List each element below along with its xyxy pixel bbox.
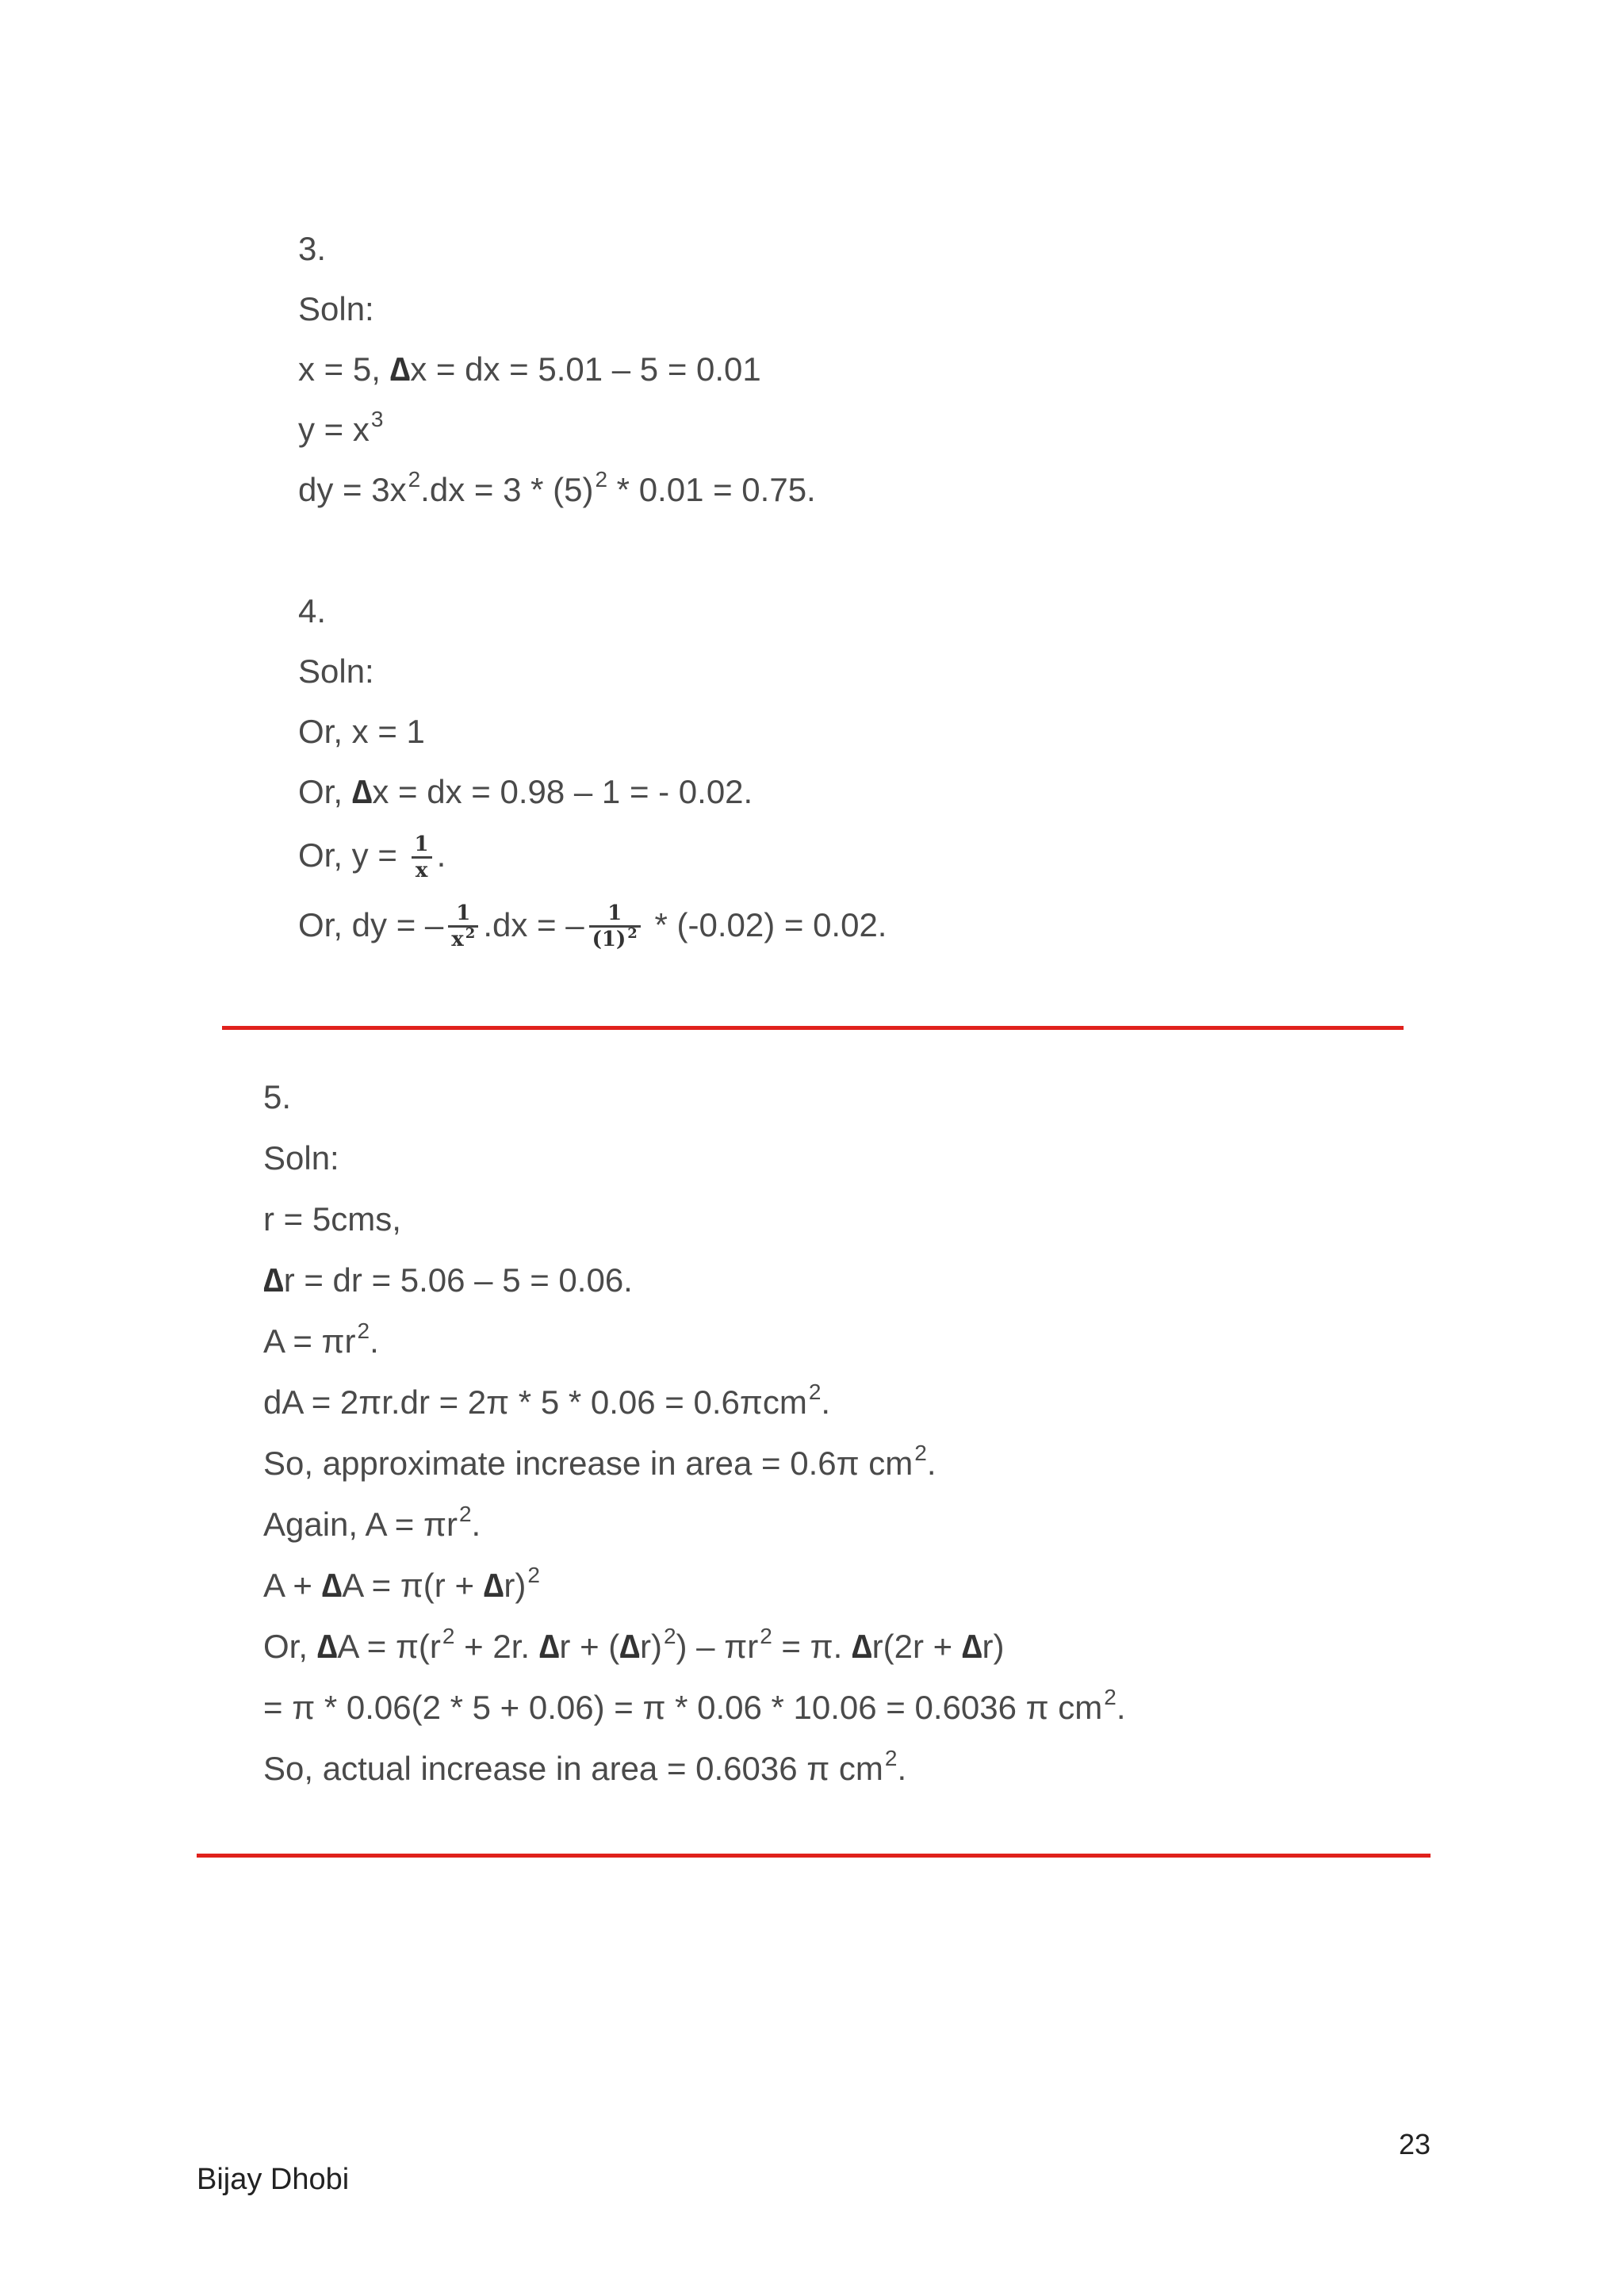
question-number: 4.	[298, 592, 327, 629]
equation-line: Or, dy = – $\frac{1}{x ^2}$ .dx = – $\frac{1}{(1) ^2}$ * (-0.02) = 0.02.	[298, 895, 887, 955]
soln-label: Soln:	[298, 290, 374, 327]
equation-line: x = 5, ∆x = dx = 5.01 – 5 = 0.01	[298, 350, 761, 388]
equation-line: dy = $3x^2.dx = 3 * (5)^2 * 0.01 = 0.75$.	[298, 467, 816, 508]
delta-icon: ∆	[961, 1628, 982, 1665]
delta-icon: ∆	[389, 350, 411, 388]
equation-line: $A = \pi r^2$.	[263, 1318, 379, 1360]
delta-icon: ∆	[263, 1261, 284, 1299]
delta-icon: ∆	[483, 1567, 504, 1604]
section-divider	[197, 1854, 1431, 1858]
soln-label: Soln:	[263, 1139, 339, 1177]
equation-line: r = 5cms,	[263, 1200, 401, 1238]
equation-line: = π * 0.06(2 * 5 + 0.06) = π * 0.06 * 10.06 = 0.6036 π $cm^2$.	[263, 1685, 1126, 1726]
fraction: $\frac{1}{(1) ^2}$	[589, 901, 641, 954]
equation-line: Again, $A = \pi r^2$.	[263, 1502, 481, 1543]
equation-line: So, approximate increase in area = 0.6π $cm^2$.	[263, 1441, 936, 1482]
equation-line: Or, x = 1	[298, 713, 425, 750]
fraction: $\frac{1}{x ^2}$	[448, 901, 478, 954]
equation-line: ∆r = dr = 5.06 – 5 = 0.06.	[263, 1261, 633, 1299]
equation-line: Or, ∆x = dx = 0.98 – 1 = - 0.02.	[298, 773, 753, 810]
section-divider	[222, 1026, 1404, 1030]
equation-line: Or, $\Delta A = \pi(r^2 + 2r$. $\Delta r + (\Delta r)^2) - \pi r^2 = \pi$. ∆r(2r + ∆r)	[263, 1624, 1005, 1665]
delta-icon: ∆	[538, 1628, 560, 1665]
equation-line: Or, y = $\frac{1}{x}$ .	[298, 832, 446, 883]
delta-icon: ∆	[619, 1628, 640, 1665]
question-number: 3.	[298, 230, 327, 267]
question-number: 5.	[263, 1078, 292, 1115]
delta-icon: ∆	[351, 773, 373, 810]
equation-line: $A + \Delta A = \pi(r + \Delta r)^2$	[263, 1563, 540, 1604]
page-number: 23	[1398, 2128, 1431, 2160]
equation-line: $y = x^3$	[298, 407, 384, 448]
equation-line: dA = 2πr.dr = 2π * 5 * 0.06 = 0.6πcm$^2$.	[263, 1380, 831, 1421]
delta-icon: ∆	[851, 1628, 872, 1665]
equation-line: So, actual increase in area = 0.6036 π $cm^2$.	[263, 1746, 907, 1787]
fraction: $\frac{1}{x}$	[412, 832, 432, 882]
delta-icon: ∆	[316, 1628, 338, 1665]
delta-icon: ∆	[321, 1567, 343, 1604]
author-name: Bijay Dhobi	[197, 2163, 350, 2196]
soln-label: Soln:	[298, 652, 374, 690]
